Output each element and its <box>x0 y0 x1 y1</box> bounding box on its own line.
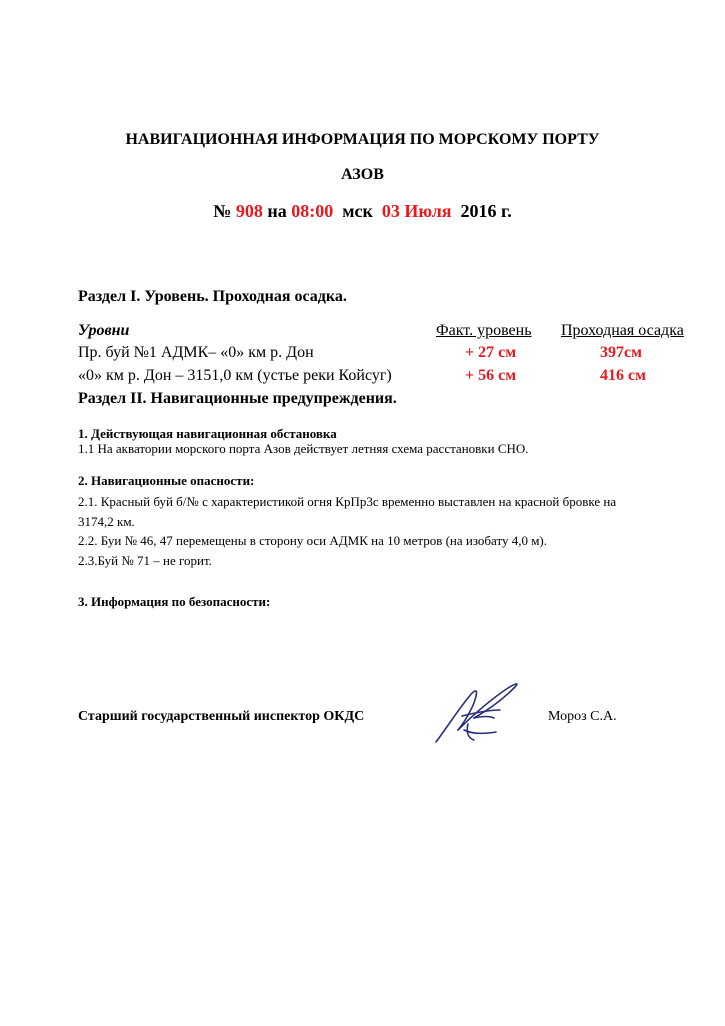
port-name: АЗОВ <box>341 166 384 183</box>
level-row-draft: 416 см <box>600 367 646 384</box>
document-title: НАВИГАЦИОННАЯ ИНФОРМАЦИЯ ПО МОРСКОМУ ПОРТУ <box>125 131 600 148</box>
hazard-item: 2.1. Красный буй б/№ с характеристикой огня КрПр3с временно выставлен на красной бровке на <box>78 494 617 509</box>
section-2-heading: Раздел II. Навигационные предупреждения. <box>78 390 397 407</box>
current-situation-item: 1.1 На акватории морского порта Азов действует летняя схема расстановки СНО. <box>78 441 529 456</box>
issue-line <box>0 201 725 222</box>
section-1-heading: Раздел I. Уровень. Проходная осадка. <box>78 288 347 305</box>
hazard-item-continuation: 3174,2 км. <box>78 514 135 529</box>
hazard-item: 2.3.Буй № 71 – не горит. <box>78 553 212 568</box>
level-row-label: «0» км р. Дон – 3151,0 км (устье реки Койсуг) <box>78 367 392 384</box>
hazards-heading: 2. Навигационные опасности: <box>78 473 255 488</box>
signatory-title: Старший государственный инспектор ОКДС <box>78 709 365 724</box>
at-word: на <box>267 201 287 221</box>
timezone: мск <box>342 201 373 221</box>
safety-info-heading: 3. Информация по безопасности: <box>78 594 271 609</box>
issue-year: 2016 г. <box>460 201 512 221</box>
level-row-fact: + 56 см <box>465 367 517 384</box>
fact-level-header: Факт. уровень <box>436 322 532 339</box>
handwritten-signature <box>428 676 528 753</box>
levels-label: Уровни <box>78 322 130 339</box>
number-prefix: № <box>213 201 232 221</box>
current-situation-heading: 1. Действующая навигационная обстановка <box>78 426 337 441</box>
issue-time: 08:00 <box>291 201 334 221</box>
hazard-item: 2.2. Буи № 46, 47 перемещены в сторону оси АДМК на 10 метров (на изобату 4,0 м). <box>78 533 548 548</box>
level-row-label: Пр. буй №1 АДМК– «0» км р. Дон <box>78 344 314 361</box>
draft-header: Проходная осадка <box>561 322 684 339</box>
level-row-fact: + 27 см <box>465 344 517 361</box>
level-row-draft: 397см <box>600 344 642 361</box>
issue-date: 03 Июля <box>381 201 452 221</box>
issue-number: 908 <box>235 201 263 221</box>
signatory-name: Мороз С.А. <box>548 709 617 724</box>
